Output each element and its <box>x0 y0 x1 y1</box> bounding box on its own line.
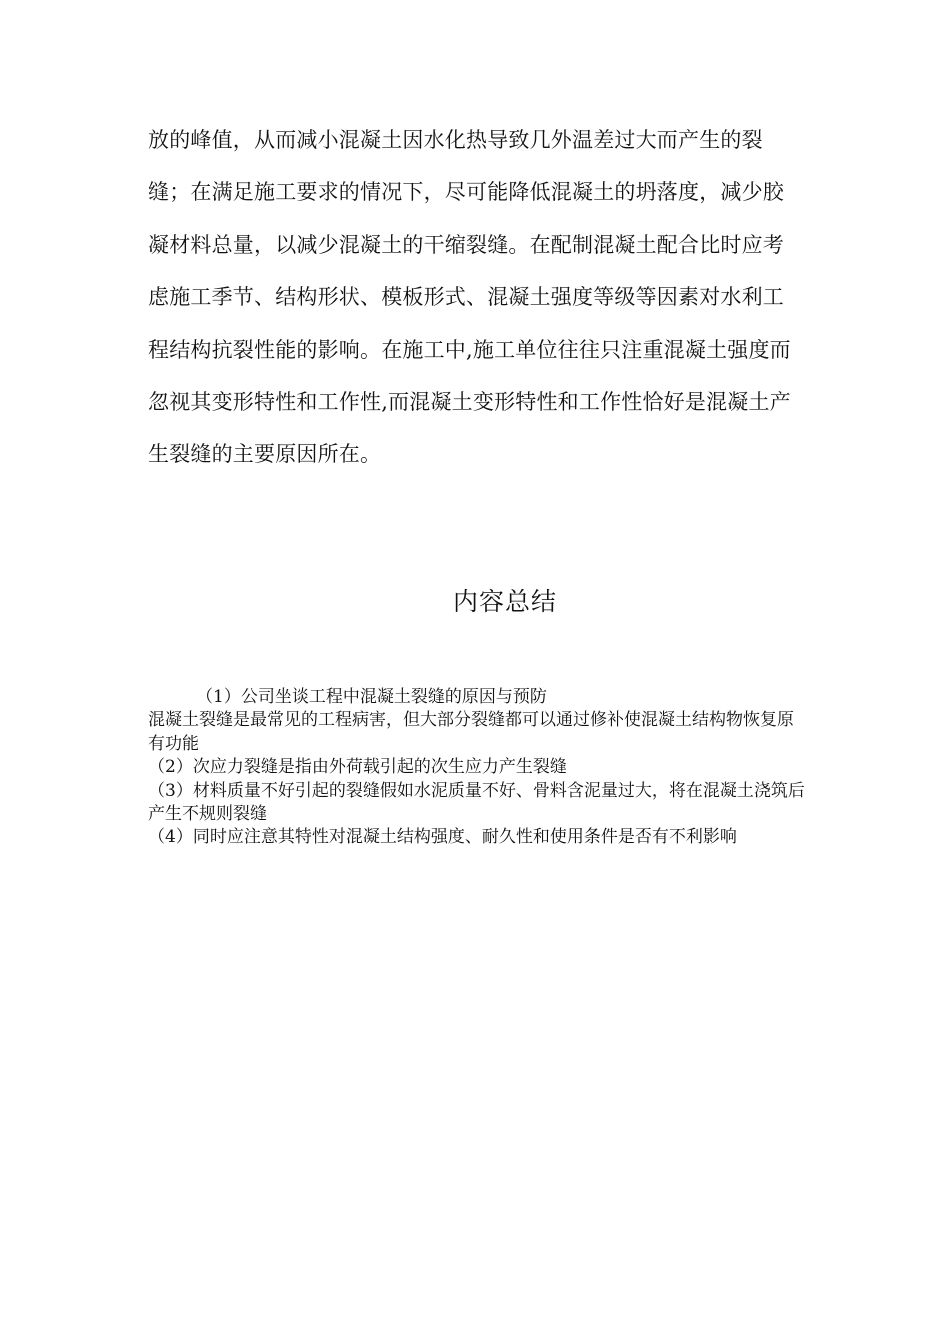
summary-item-2: （2）次应力裂缝是指由外荷载引起的次生应力产生裂缝 <box>148 757 567 778</box>
summary-item-3: （3）材料质量不好引起的裂缝假如水泥质量不好、骨料含泥量过大，将在混凝土浇筑后产生不规则裂缝 <box>148 780 805 825</box>
summary-item-1-text: 混凝土裂缝是最常见的工程病害，但大部分裂缝都可以通过修补使混凝土结构物恢复原有功能 <box>148 710 794 754</box>
section-title: 内容总结 <box>452 587 557 616</box>
summary-item-1-heading: （1）公司坐谈工程中混凝土裂缝的原因与预防 <box>196 687 547 707</box>
body-paragraph: 放的峰值，从而减小混凝土因水化热导致几外温差过大而产生的裂缝；在满足施工要求的情况下，尽可能降低混凝土的坍落度，减少胶凝材料总量，以减少混凝土的干缩裂缝。在配制混凝土配合比时应考虑施工季节、结构形状、模板形式、混凝土强度等级等因素对水利工程结构抗裂性能的影响。在施工中,施工单位往往只注重混凝土强度而忽视其变形特性和工作性,而混凝土变形特性和工作性恰好是混凝土产生裂缝的主要原因所在。 <box>148 128 791 467</box>
summary-block <box>148 686 808 850</box>
summary-item-4: （4）同时应注意其特性对混凝土结构强度、耐久性和使用条件是否有不利影响 <box>148 827 737 848</box>
